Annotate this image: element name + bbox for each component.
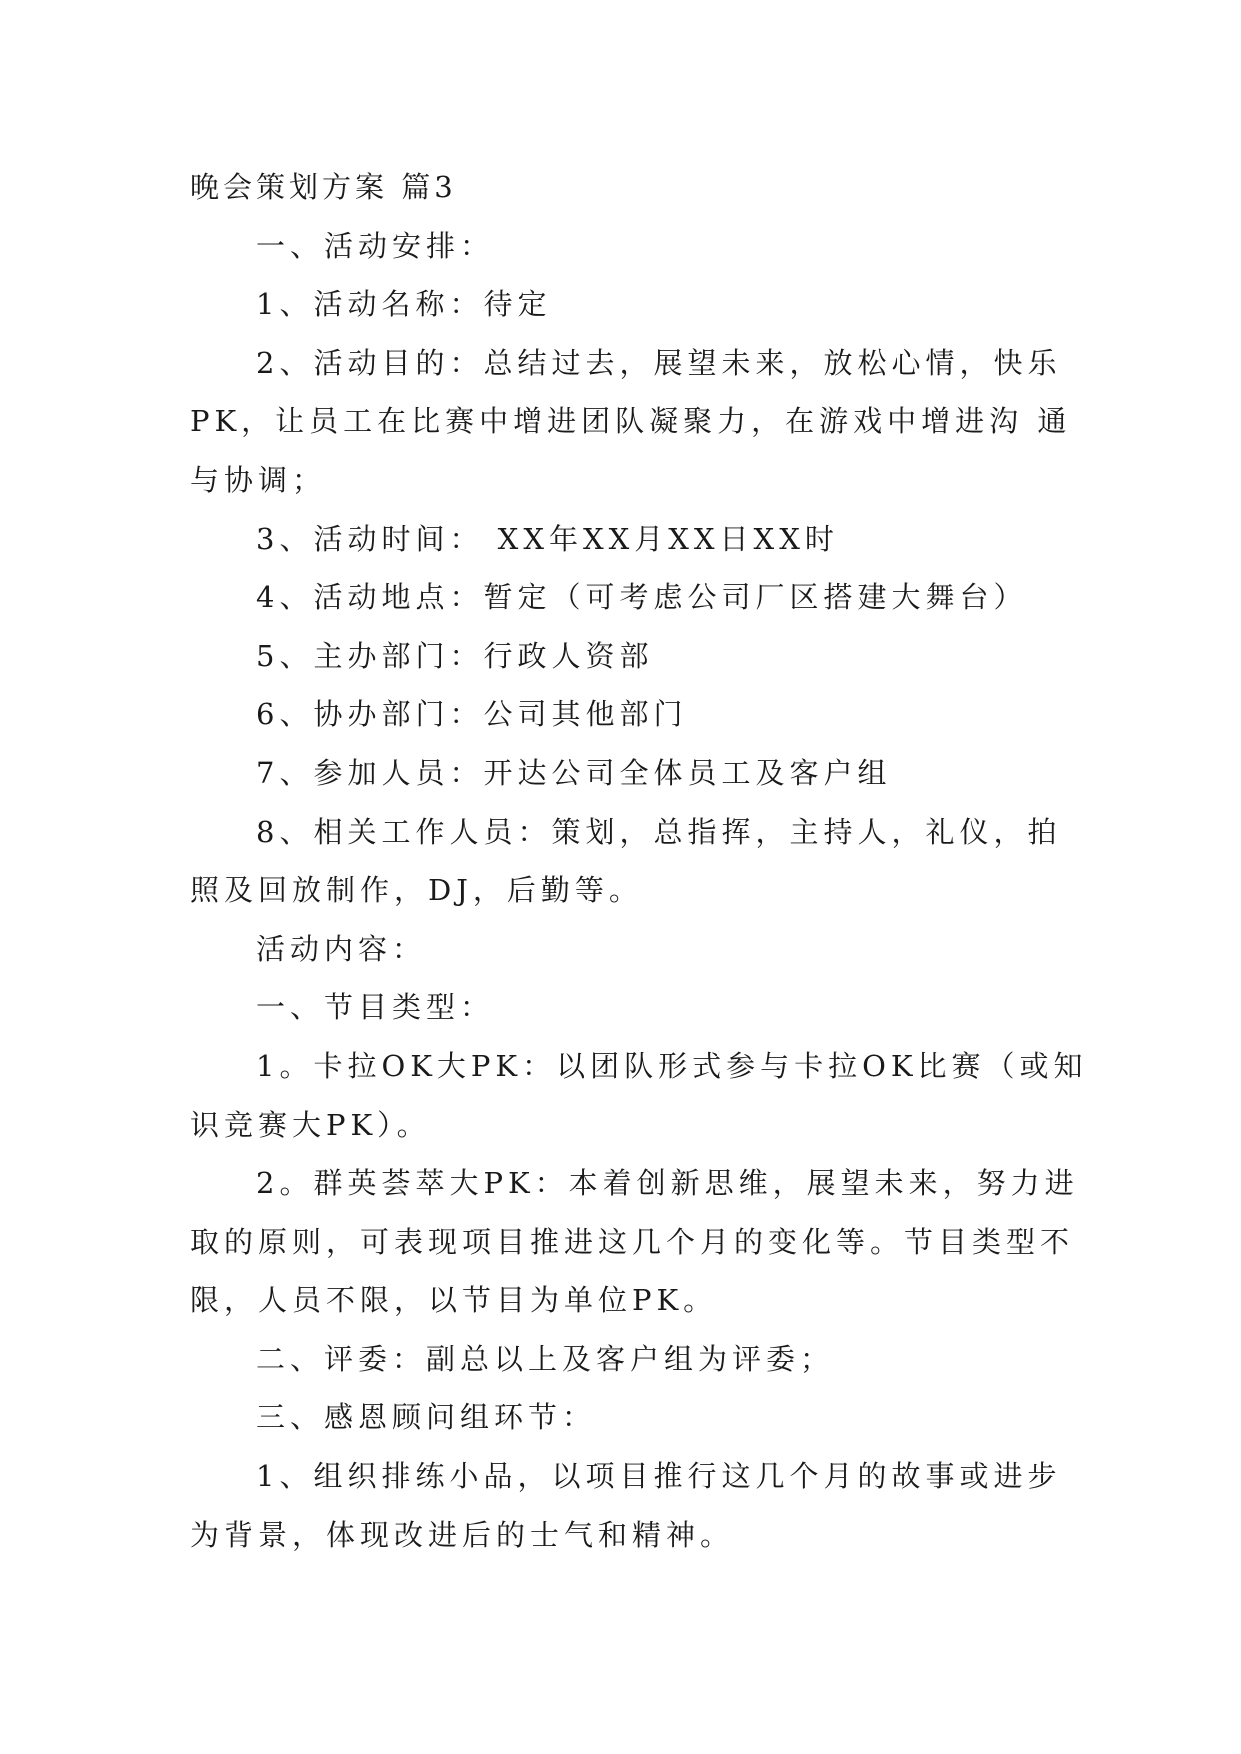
paragraph-activity-time: 3、活动时间： XX年XX月XX日XX时 [256,521,839,556]
paragraph-karaoke-pk: 1。卡拉OK大PK：以团队形式参与卡拉OK比赛（或知 [256,1048,1088,1083]
paragraph-talent-pk: 2。群英荟萃大PK：本着创新思维，展望未来，努力进 [256,1166,1079,1201]
section-heading-activity-content: 活动内容： [256,931,427,966]
paragraph-co-host-department: 6、协办部门：公司其他部门 [256,697,688,732]
section-heading-activity-arrangement: 一、活动安排： [256,228,495,263]
paragraph-staff-cont: 照及回放制作，DJ，后勤等。 [190,873,643,908]
paragraph-activity-purpose-cont-1: PK，让员工在比赛中增进团队凝聚力，在游戏中增进沟 通 [190,404,1072,439]
paragraph-talent-pk-cont-2: 限，人员不限，以节目为单位PK。 [190,1283,718,1318]
paragraph-activity-purpose: 2、活动目的：总结过去，展望未来，放松心情，快乐 [256,345,1062,380]
paragraph-host-department: 5、主办部门：行政人资部 [256,638,654,673]
paragraph-staff: 8、相关工作人员：策划，总指挥，主持人，礼仪，拍 [256,814,1062,849]
paragraph-participants: 7、参加人员：开达公司全体员工及客户组 [256,755,892,790]
section-heading-program-types: 一、节目类型： [256,990,495,1025]
paragraph-activity-purpose-cont-2: 与协调； [190,462,327,497]
section-heading-gratitude: 三、感恩顾问组环节： [256,1400,597,1435]
document-body [190,158,1088,1564]
document-title: 晚会策划方案 篇3 [190,170,457,204]
paragraph-karaoke-pk-cont: 识竞赛大PK）。 [190,1107,431,1142]
section-heading-judges: 二、评委：副总以上及客户组为评委； [256,1341,835,1376]
paragraph-talent-pk-cont-1: 取的原则，可表现项目推进这几个月的变化等。节目类型不 [190,1224,1075,1259]
paragraph-activity-name: 1、活动名称：待定 [256,287,552,322]
paragraph-sketch-cont: 为背景，体现改进后的士气和精神。 [190,1517,735,1552]
paragraph-sketch: 1、组织排练小品，以项目推行这几个月的故事或进步 [256,1459,1062,1494]
paragraph-activity-location: 4、活动地点：暂定（可考虑公司厂区搭建大舞台） [256,580,1028,615]
